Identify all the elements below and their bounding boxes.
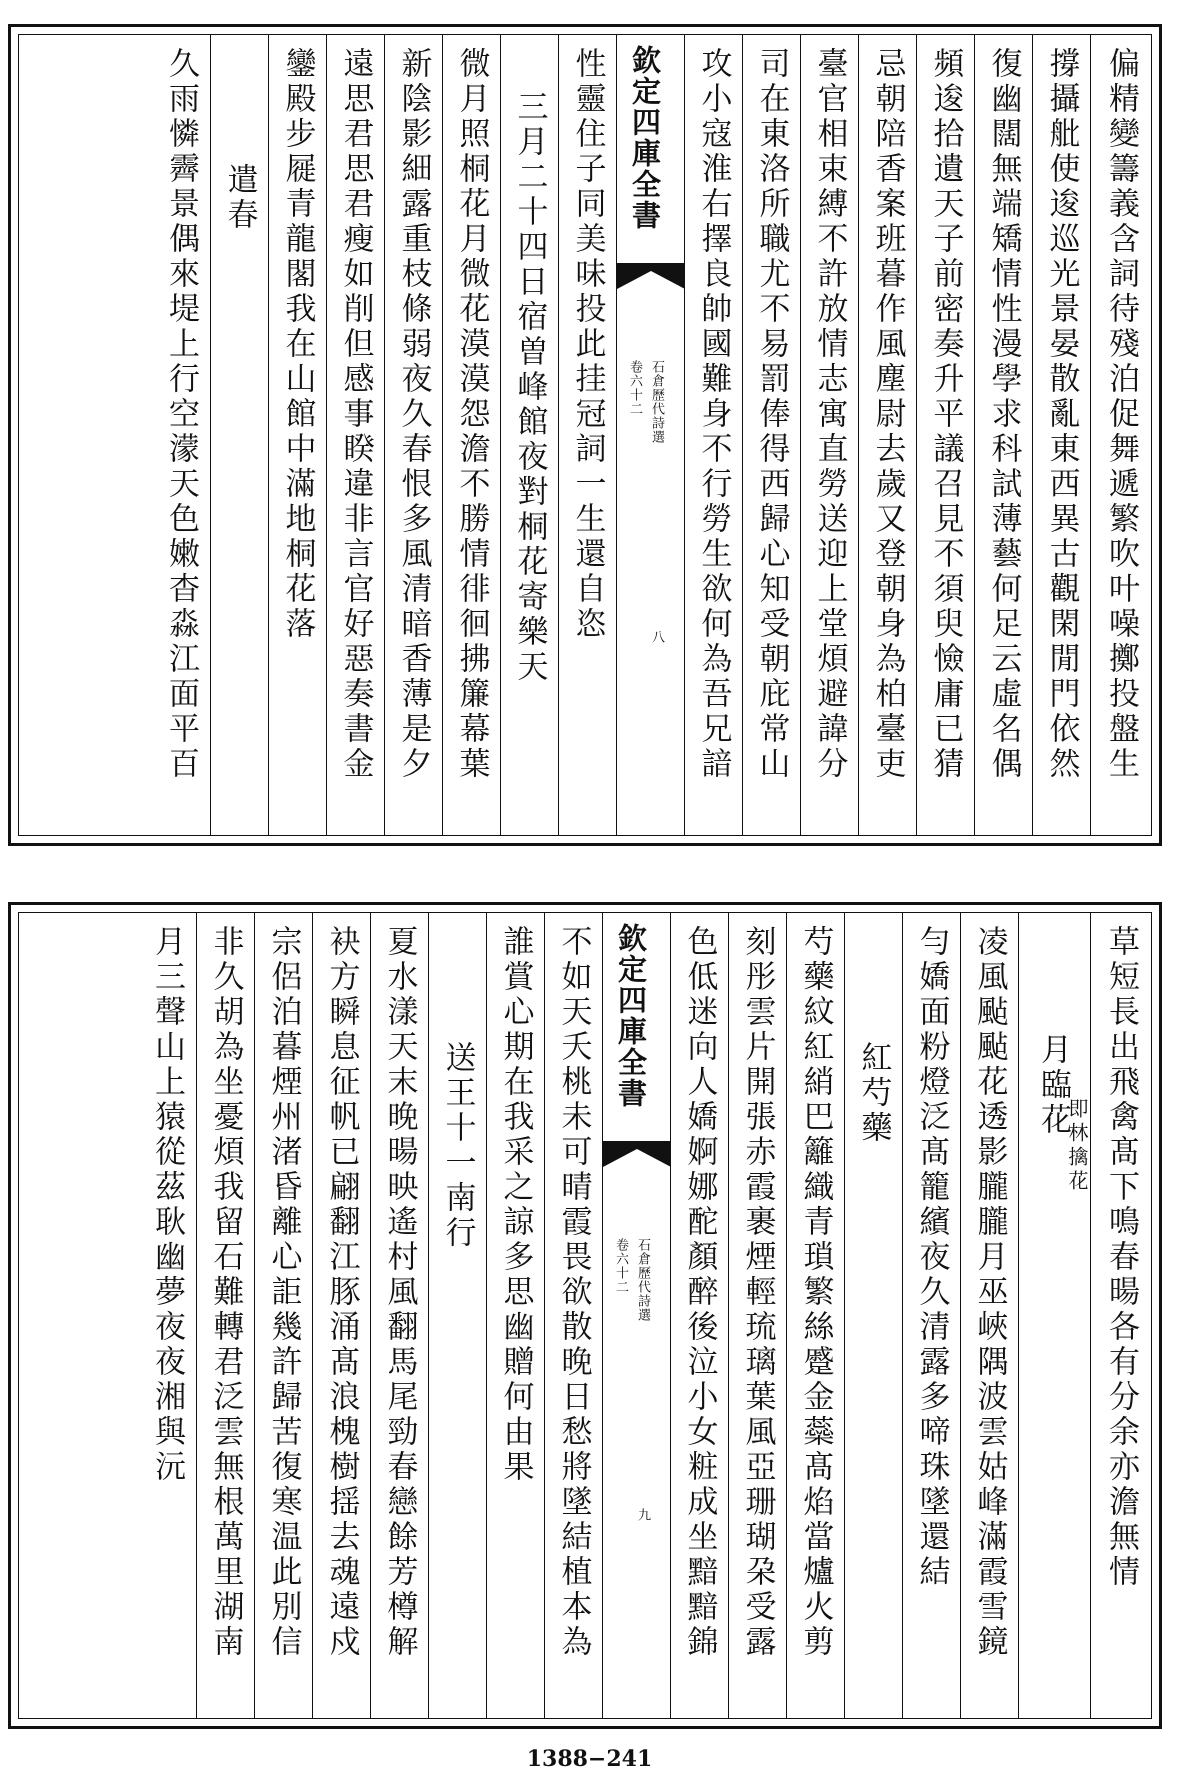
column-text: 性靈住子同美味投此挂冠詞一生還自恣	[569, 47, 606, 642]
text-column	[326, 35, 384, 835]
text-column	[728, 913, 786, 1718]
column-text: 勻嬌面粉燈泛髙籠繽夜久清露多啼珠墜還結	[913, 925, 950, 1590]
column-text: 月三聲山上猿從茲耿幽夢夜夜湘與沅	[149, 925, 185, 1485]
poem-title: 月臨花	[1035, 1033, 1071, 1138]
top-page-frame	[18, 34, 1152, 836]
text-column	[370, 913, 428, 1718]
column-text: 刻彤雲片開張赤霞裹煙輕琉璃葉風亞珊瑚朶受露	[739, 925, 776, 1660]
spine-column	[602, 913, 670, 1718]
poem-title: 紅芍藥	[855, 1041, 892, 1146]
column-text: 復幽闊無端矯情性漫學求科試薄藝何足云虛名偶	[985, 47, 1022, 782]
column-text: 不如天夭桃未可晴霞畏欲散晚日愁將墜結植本為	[555, 925, 592, 1660]
text-column	[254, 913, 312, 1718]
bottom-page	[8, 902, 1162, 1729]
column-text: 攻小寇淮右擇良帥國難身不行勞生欲何為吾兄諳	[695, 47, 732, 782]
column-text: 偏精變籌義含詞待殘泊促舞遞繁吹叶噪擲投盤生	[1103, 47, 1139, 782]
column-text: 鑾殿步屣青龍閣我在山館中滿地桐花落	[279, 47, 316, 642]
text-column	[960, 913, 1018, 1718]
column-text: 新陰影細露重枝條弱夜久春恨多風清暗香薄是夕	[395, 47, 432, 782]
column-text: 微月照桐花月微花漠漠怨澹不勝情徘徊拂簾幕葉	[453, 47, 490, 782]
bottom-page-frame	[18, 912, 1152, 1719]
text-column	[500, 35, 558, 835]
poem-title: 三月二十四日宿曽峰館夜對桐花寄樂天	[511, 90, 548, 685]
text-column	[442, 35, 500, 835]
text-column	[684, 35, 742, 835]
spine-volume: 卷六十二	[613, 1238, 628, 1294]
text-column	[786, 913, 844, 1718]
fishtail-mark-icon	[617, 263, 685, 289]
column-text: 宗侶泊暮煙州渚昏離心詎幾許歸苦復寒温此別信	[265, 925, 302, 1660]
text-column	[844, 913, 902, 1718]
fishtail-mark-icon	[603, 1141, 671, 1167]
column-text: 夏水漾天末晚暘映遙村風翻馬尾勁春戀餘芳樽解	[381, 925, 418, 1660]
text-column	[858, 35, 916, 835]
spine-volume: 卷六十二	[627, 360, 642, 416]
text-column	[800, 35, 858, 835]
title-annotation: 即林擒花	[1065, 1098, 1089, 1194]
text-column	[152, 35, 210, 835]
column-text: 撐攝舭使逡巡光景晏散亂東西異古觀閑閒門依然	[1043, 47, 1080, 782]
text-column	[486, 913, 544, 1718]
column-text: 遠思君思君瘦如削但感事睽違非言官好惡奏書金	[337, 47, 374, 782]
text-column	[1018, 913, 1090, 1718]
text-column	[210, 35, 268, 835]
column-text: 誰賞心期在我采之諒多思幽贈何由果	[497, 925, 534, 1485]
text-column	[268, 35, 326, 835]
poem-title: 送王十一南行	[439, 1041, 476, 1251]
text-column	[916, 35, 974, 835]
column-text: 凌風颭颭花透影朧朧月巫峽隅波雲姑峰滿霞雪鏡	[971, 925, 1008, 1660]
text-column	[312, 913, 370, 1718]
text-column	[1090, 35, 1151, 835]
text-column	[196, 913, 254, 1718]
spine-leaf-number: 九	[635, 1508, 650, 1521]
column-text: 草短長出飛禽髙下鳴春暘各有分余亦澹無情	[1103, 925, 1139, 1590]
column-text: 袂方瞬息征帆已翩翻江豚涌髙浪槐樹揺去魂遠戍	[323, 925, 360, 1660]
top-page	[8, 24, 1162, 846]
text-column	[974, 35, 1032, 835]
column-text: 芍藥紋紅綃巴籬織青瑣繁絲蹙金蘂髙焰當爐火剪	[797, 925, 834, 1660]
column-text: 忌朝陪香案班暮作風塵尉去歲又登朝身為柏臺吏	[869, 47, 906, 782]
text-column	[428, 913, 486, 1718]
spine-brand: 欽定四庫全書	[614, 923, 648, 1109]
text-column	[670, 913, 728, 1718]
text-column	[902, 913, 960, 1718]
spine-brand: 欽定四庫全書	[628, 45, 662, 231]
text-column	[558, 35, 616, 835]
column-text: 色低迷向人嬌婀娜酡顏醉後泣小女粧成坐黯黯錦	[681, 925, 718, 1660]
page-number-footer: 1388−241	[526, 1746, 653, 1772]
column-text: 臺官相束縛不許放情志寓直勞送迎上堂煩避諱分	[811, 47, 848, 782]
text-column	[742, 35, 800, 835]
column-text: 久雨憐霽景偶來堤上行空濛天色嫩杳淼江面平百	[163, 47, 199, 782]
poem-title: 遣春	[221, 163, 258, 233]
column-text: 非久胡為坐憂煩我留石難轉君泛雲無根萬里湖南	[207, 925, 244, 1660]
column-text: 司在東洛所職尤不易罰俸得西歸心知受朝庇常山	[753, 47, 790, 782]
text-column	[1032, 35, 1090, 835]
column-text: 頻逡拾遺天子前密奏升平議召見不須臾憸庸已猜	[927, 47, 964, 782]
text-column	[138, 913, 196, 1718]
spine-column	[616, 35, 684, 835]
text-column	[384, 35, 442, 835]
spine-source: 石倉歷代詩選	[649, 360, 664, 444]
spine-leaf-number: 八	[649, 630, 664, 643]
text-column	[1090, 913, 1151, 1718]
spine-source: 石倉歷代詩選	[635, 1238, 650, 1322]
text-column	[544, 913, 602, 1718]
